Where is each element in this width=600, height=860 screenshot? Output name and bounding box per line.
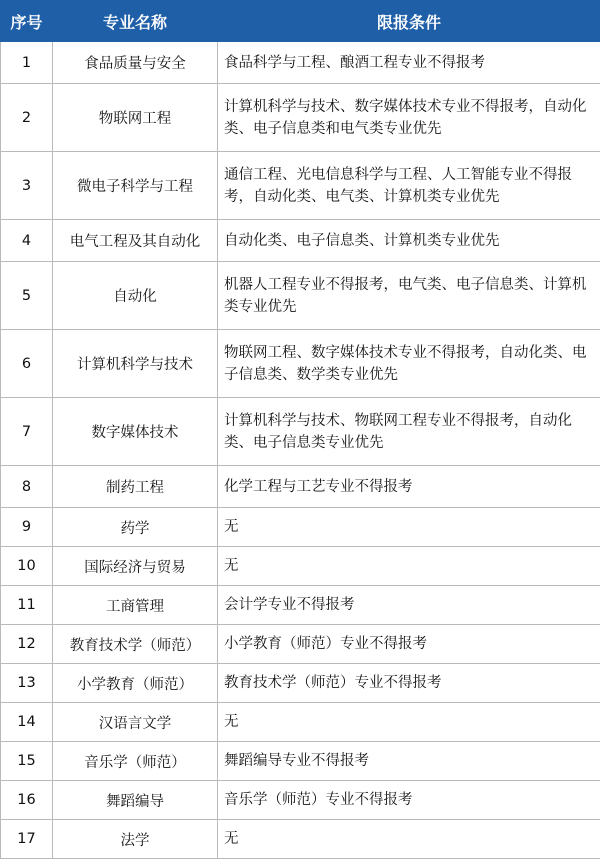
cell-major: 教育技术学（师范）: [53, 625, 218, 664]
table-header: [1, 1, 600, 42]
cell-condition: 化学工程与工艺专业不得报考: [218, 466, 600, 508]
table-row: [1, 547, 600, 586]
table-row: [1, 330, 600, 398]
cell-no: 3: [1, 152, 53, 220]
header-row: [1, 1, 600, 42]
cell-condition: 食品科学与工程、酿酒工程专业不得报考: [218, 42, 600, 84]
cell-condition: 无: [218, 508, 600, 547]
cell-no: 8: [1, 466, 53, 508]
cell-condition: 音乐学（师范）专业不得报考: [218, 781, 600, 820]
header-no: 序号: [1, 1, 53, 42]
table-row: [1, 703, 600, 742]
table-row: [1, 508, 600, 547]
table-row: [1, 466, 600, 508]
cell-condition: 舞蹈编导专业不得报考: [218, 742, 600, 781]
cell-no: 4: [1, 220, 53, 262]
cell-major: 法学: [53, 820, 218, 859]
cell-major: 食品质量与安全: [53, 42, 218, 84]
cell-condition: 无: [218, 820, 600, 859]
header-major: 专业名称: [53, 1, 218, 42]
cell-condition: 物联网工程、数字媒体技术专业不得报考，自动化类、电子信息类、数学类专业优先: [218, 330, 600, 398]
cell-no: 16: [1, 781, 53, 820]
cell-condition: 无: [218, 547, 600, 586]
table-body: [1, 42, 600, 859]
cell-no: 15: [1, 742, 53, 781]
table-row: [1, 781, 600, 820]
cell-condition: 机器人工程专业不得报考，电气类、电子信息类、计算机类专业优先: [218, 262, 600, 330]
cell-condition: 会计学专业不得报考: [218, 586, 600, 625]
cell-major: 汉语言文学: [53, 703, 218, 742]
cell-no: 12: [1, 625, 53, 664]
cell-major: 电气工程及其自动化: [53, 220, 218, 262]
table-row: [1, 625, 600, 664]
cell-condition: 无: [218, 703, 600, 742]
cell-major: 小学教育（师范）: [53, 664, 218, 703]
cell-no: 5: [1, 262, 53, 330]
cell-major: 工商管理: [53, 586, 218, 625]
cell-major: 计算机科学与技术: [53, 330, 218, 398]
table-row: [1, 586, 600, 625]
cell-condition: 计算机科学与技术、数字媒体技术专业不得报考，自动化类、电子信息类和电气类专业优先: [218, 84, 600, 152]
cell-no: 10: [1, 547, 53, 586]
cell-major: 国际经济与贸易: [53, 547, 218, 586]
cell-condition: 小学教育（师范）专业不得报考: [218, 625, 600, 664]
table-row: [1, 152, 600, 220]
cell-no: 2: [1, 84, 53, 152]
cell-major: 制药工程: [53, 466, 218, 508]
cell-condition: 计算机科学与技术、物联网工程专业不得报考，自动化类、电子信息类专业优先: [218, 398, 600, 466]
cell-no: 13: [1, 664, 53, 703]
cell-no: 9: [1, 508, 53, 547]
table-row: [1, 42, 600, 84]
table-row: [1, 820, 600, 859]
cell-no: 11: [1, 586, 53, 625]
cell-major: 自动化: [53, 262, 218, 330]
cell-major: 数字媒体技术: [53, 398, 218, 466]
cell-no: 1: [1, 42, 53, 84]
table-row: [1, 220, 600, 262]
table-row: [1, 262, 600, 330]
cell-major: 舞蹈编导: [53, 781, 218, 820]
cell-major: 物联网工程: [53, 84, 218, 152]
table-row: [1, 84, 600, 152]
table-row: [1, 742, 600, 781]
table-row: [1, 398, 600, 466]
cell-no: 6: [1, 330, 53, 398]
cell-no: 14: [1, 703, 53, 742]
cell-major: 微电子科学与工程: [53, 152, 218, 220]
cell-condition: 通信工程、光电信息科学与工程、人工智能专业不得报考，自动化类、电气类、计算机类专业优先: [218, 152, 600, 220]
cell-major: 音乐学（师范）: [53, 742, 218, 781]
cell-no: 7: [1, 398, 53, 466]
cell-condition: 教育技术学（师范）专业不得报考: [218, 664, 600, 703]
cell-condition: 自动化类、电子信息类、计算机类专业优先: [218, 220, 600, 262]
table-row: [1, 664, 600, 703]
cell-major: 药学: [53, 508, 218, 547]
cell-no: 17: [1, 820, 53, 859]
header-condition: 限报条件: [218, 1, 600, 42]
